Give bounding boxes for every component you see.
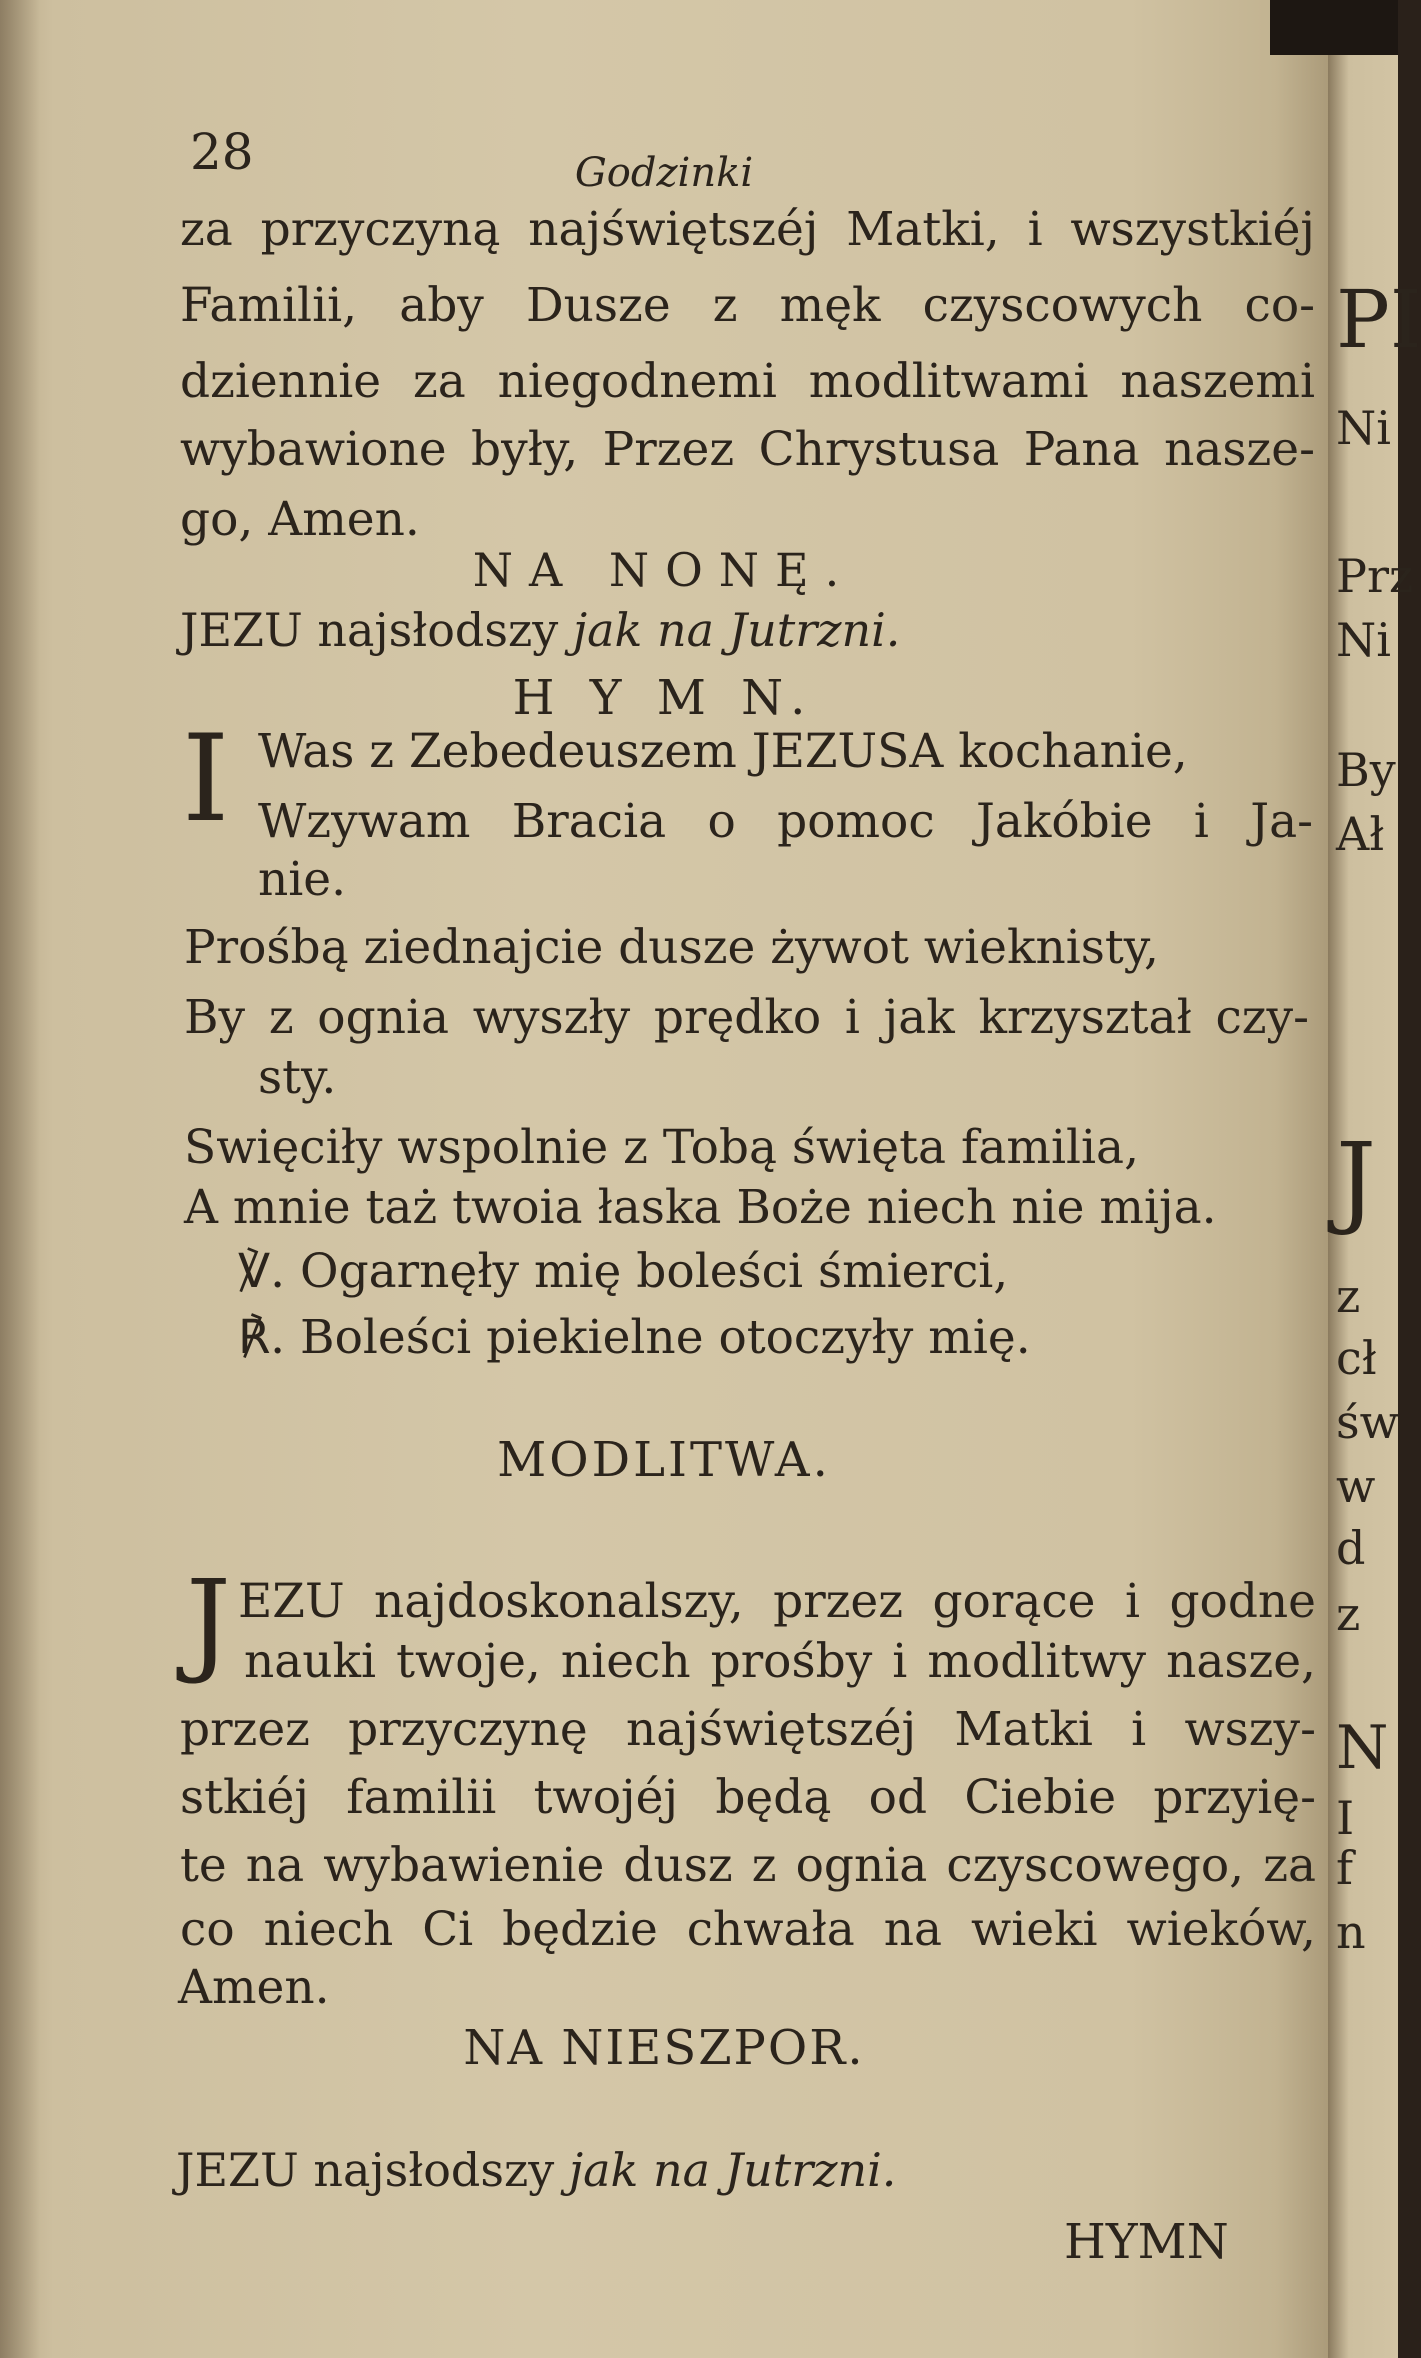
jezu-italic: jak na Jutrzni. bbox=[568, 2143, 897, 2197]
hymn-heading: H Y M N. bbox=[512, 670, 816, 726]
prayer-line: co niech Ci będzie chwała na wieki wieków, bbox=[180, 1902, 1316, 1957]
hymn-line: Wzywam Bracia o pomoc Jakóbie i Ja- bbox=[258, 794, 1313, 849]
edge-text: PI bbox=[1336, 273, 1421, 366]
hymn-line: sty. bbox=[258, 1050, 337, 1105]
prayer-heading: MODLITWA. bbox=[497, 1432, 831, 1488]
prayer-drop-cap: J bbox=[186, 1557, 231, 1687]
prayer-line: te na wybawienie dusz z ognia czyscowego, za bbox=[180, 1838, 1316, 1893]
intro-line: dziennie za niegodnemi modlitwami naszemi bbox=[180, 354, 1315, 409]
intro-line: Familii, aby Dusze z męk czyscowych co- bbox=[180, 278, 1315, 333]
hymn-drop-cap: I bbox=[182, 710, 230, 849]
edge-text: z bbox=[1336, 1587, 1361, 1641]
edge-text: Ał bbox=[1336, 807, 1385, 861]
edge-text: By bbox=[1336, 743, 1396, 797]
edge-text: f bbox=[1336, 1841, 1354, 1895]
jezu-line-nieszpor bbox=[176, 2140, 896, 2200]
versicle: ℣. Ogarnęły mię boleści śmierci, bbox=[238, 1244, 1009, 1299]
edge-text: I bbox=[1336, 1791, 1355, 1845]
page-number: 28 bbox=[190, 123, 254, 181]
edge-text: cł bbox=[1336, 1331, 1377, 1385]
intro-line: go, Amen. bbox=[180, 492, 420, 547]
edge-text: N bbox=[1336, 1713, 1389, 1783]
edge-text: d bbox=[1336, 1521, 1366, 1575]
prayer-line: EZU najdoskonalszy, przez gorące i godne bbox=[238, 1574, 1316, 1629]
edge-text: św bbox=[1336, 1395, 1399, 1449]
intro-line: wybawione były, Przez Chrystusa Pana nasze- bbox=[180, 422, 1315, 477]
jezu-upright: JEZU najsłodszy bbox=[180, 603, 559, 657]
edge-text: Ni bbox=[1336, 401, 1391, 455]
hymn-line: By z ognia wyszły prędko i jak krzyształ czy- bbox=[184, 990, 1309, 1045]
catchword: HYMN bbox=[1064, 2214, 1229, 2270]
hymn-line: A mnie taż twoia łaska Boże niech nie mija. bbox=[184, 1180, 1217, 1235]
jezu-upright: JEZU najsłodszy bbox=[176, 2143, 555, 2197]
binding-shadow bbox=[1270, 0, 1398, 55]
edge-text: J bbox=[1336, 1121, 1377, 1238]
hymn-line: Prośbą ziednajcie dusze żywot wieknisty, bbox=[184, 920, 1159, 975]
edge-text: w bbox=[1336, 1459, 1376, 1513]
edge-text: Prz bbox=[1336, 549, 1414, 603]
jezu-line-none bbox=[180, 600, 900, 660]
section-heading-none: NA NONĘ. bbox=[472, 543, 856, 597]
prayer-line: nauki twoje, niech prośby i modlitwy nasze, bbox=[244, 1634, 1316, 1689]
jezu-italic: jak na Jutrzni. bbox=[572, 603, 901, 657]
prayer-line: stkiéj familii twojéj będą od Ciebie przyię- bbox=[180, 1770, 1316, 1825]
hymn-line: nie. bbox=[258, 852, 347, 907]
edge-text: n bbox=[1336, 1905, 1366, 1959]
hymn-line: Swięciły wspolnie z Tobą święta familia, bbox=[184, 1120, 1140, 1175]
edge-text: Ni bbox=[1336, 613, 1391, 667]
prayer-line: przez przyczynę najświętszéj Matki i wszy- bbox=[180, 1702, 1316, 1757]
section-heading-nieszpor: NA NIESZPOR. bbox=[463, 2020, 865, 2076]
prayer-line: Amen. bbox=[178, 1960, 330, 2015]
facing-page-edge bbox=[1328, 0, 1421, 2358]
edge-text: z bbox=[1336, 1269, 1361, 1323]
response: ℟. Boleści piekielne otoczyły mię. bbox=[238, 1310, 1031, 1365]
intro-line: za przyczyną najświętszéj Matki, i wszystkiéj bbox=[180, 202, 1315, 257]
running-title: Godzinki bbox=[574, 150, 754, 196]
hymn-line: Was z Zebedeuszem JEZUSA kochanie, bbox=[258, 724, 1188, 779]
